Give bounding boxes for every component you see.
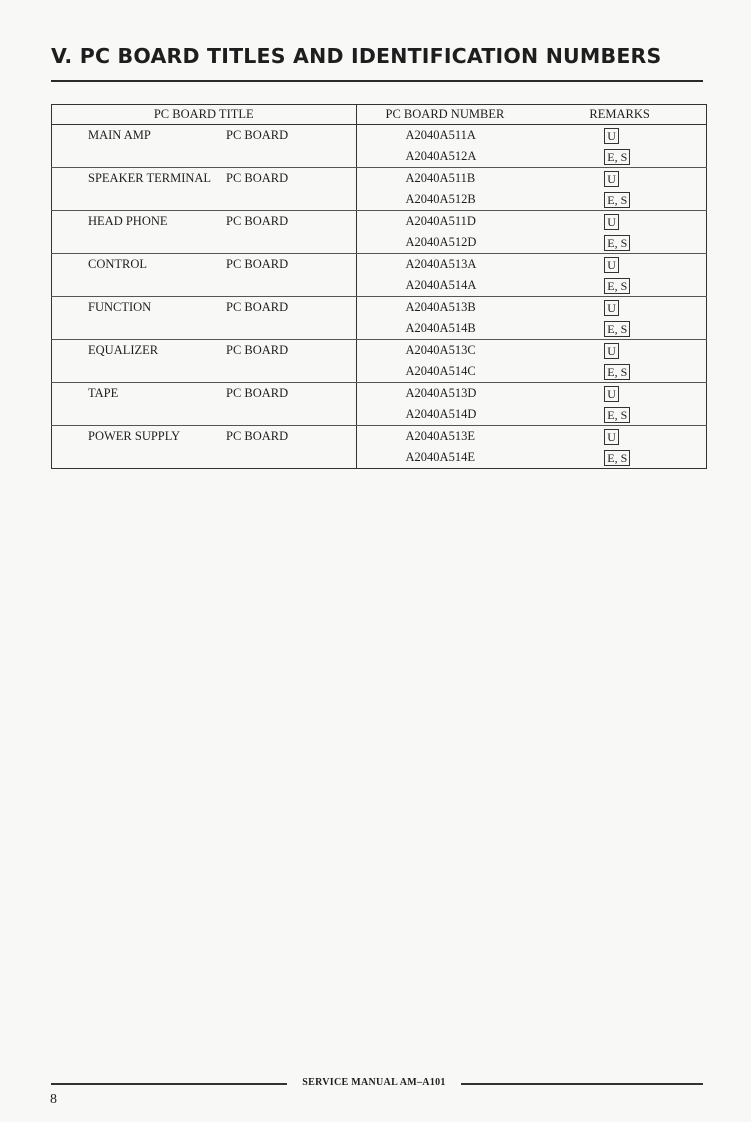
board-number: A2040A511D: [405, 214, 476, 228]
board-number: A2040A512D: [405, 235, 477, 249]
table-row: [52, 404, 707, 426]
remark-box: E, S: [604, 192, 630, 208]
board-title: MAIN AMP: [88, 128, 151, 142]
table-row: [52, 447, 707, 469]
title-rule: [51, 80, 703, 82]
remarks-cell: [533, 297, 706, 319]
board-number-cell: [356, 189, 533, 211]
board-title: FUNCTION: [88, 300, 152, 314]
table-row: [52, 340, 707, 362]
board-number: A2040A514C: [405, 364, 476, 378]
board-number-cell: [356, 275, 533, 297]
board-number-cell: [356, 168, 533, 190]
table-row: [52, 254, 707, 276]
board-label: PC BOARD: [226, 343, 289, 357]
remark-box: E, S: [604, 278, 630, 294]
board-number: A2040A512B: [405, 192, 476, 206]
board-title-cell: [52, 168, 357, 190]
remarks-cell: [533, 426, 706, 448]
board-number: A2040A514D: [405, 407, 477, 421]
board-label: PC BOARD: [226, 128, 289, 142]
board-number-cell: [356, 426, 533, 448]
board-title: HEAD PHONE: [88, 214, 168, 228]
table-header-row: [52, 105, 707, 125]
board-title-cell: [52, 232, 357, 254]
remarks-cell: [533, 168, 706, 190]
board-number-cell: [356, 146, 533, 168]
table-row: [52, 168, 707, 190]
board-number-cell: [356, 318, 533, 340]
board-label: PC BOARD: [226, 171, 289, 185]
remarks-cell: [533, 254, 706, 276]
board-title-cell: [52, 318, 357, 340]
remark-box: E, S: [604, 364, 630, 380]
header-pc-board-title: PC BOARD TITLE: [52, 105, 357, 125]
remarks-cell: [533, 318, 706, 340]
board-number: A2040A511A: [405, 128, 476, 142]
board-title-cell: [52, 275, 357, 297]
board-label: PC BOARD: [226, 429, 289, 443]
remark-box: U: [604, 429, 619, 445]
board-number-cell: [356, 361, 533, 383]
board-number: A2040A513C: [405, 343, 476, 357]
remarks-cell: [533, 275, 706, 297]
pc-board-table: [51, 104, 707, 469]
remarks-cell: [533, 189, 706, 211]
board-title: POWER SUPPLY: [88, 429, 181, 443]
board-number: A2040A512A: [405, 149, 477, 163]
remark-box: U: [604, 214, 619, 230]
board-title-cell: [52, 297, 357, 319]
board-label: PC BOARD: [226, 386, 289, 400]
board-title: EQUALIZER: [88, 343, 159, 357]
remarks-cell: [533, 447, 706, 469]
remark-box: E, S: [604, 321, 630, 337]
table-body: [52, 125, 707, 469]
table-row: [52, 361, 707, 383]
header-remarks: REMARKS: [533, 105, 706, 125]
board-label: PC BOARD: [226, 257, 289, 271]
header-pc-board-number: PC BOARD NUMBER: [356, 105, 533, 125]
board-number: A2040A513A: [405, 257, 477, 271]
board-title-cell: [52, 189, 357, 211]
board-title-cell: [52, 447, 357, 469]
remarks-cell: [533, 340, 706, 362]
board-title-cell: [52, 340, 357, 362]
table-row: [52, 189, 707, 211]
board-number: A2040A514B: [405, 321, 476, 335]
board-title-cell: [52, 254, 357, 276]
page-title: V. PC BOARD TITLES AND IDENTIFICATION NUMBERS: [51, 44, 662, 68]
board-title-cell: [52, 426, 357, 448]
remarks-cell: [533, 361, 706, 383]
board-title-cell: [52, 404, 357, 426]
remark-box: U: [604, 386, 619, 402]
remark-box: U: [604, 128, 619, 144]
table-row: [52, 125, 707, 147]
board-number: A2040A514A: [405, 278, 477, 292]
remark-box: U: [604, 300, 619, 316]
board-number: A2040A513D: [405, 386, 477, 400]
board-title: SPEAKER TERMINAL: [88, 171, 212, 185]
footer-rule-right: [461, 1083, 703, 1085]
remark-box: E, S: [604, 149, 630, 165]
remark-box: E, S: [604, 407, 630, 423]
board-number-cell: [356, 125, 533, 147]
remarks-cell: [533, 125, 706, 147]
board-title-cell: [52, 146, 357, 168]
table-row: [52, 318, 707, 340]
board-label: PC BOARD: [226, 214, 289, 228]
remark-box: E, S: [604, 450, 630, 466]
board-number-cell: [356, 211, 533, 233]
footer-rule-left: [51, 1083, 287, 1085]
remarks-cell: [533, 383, 706, 405]
remark-box: U: [604, 257, 619, 273]
remarks-cell: [533, 404, 706, 426]
remark-box: U: [604, 343, 619, 359]
footer-text: SERVICE MANUAL AM–A101: [302, 1077, 446, 1088]
table-row: [52, 211, 707, 233]
board-number-cell: [356, 447, 533, 469]
table-row: [52, 275, 707, 297]
page-number: 8: [50, 1092, 57, 1107]
board-title: CONTROL: [88, 257, 148, 271]
remarks-cell: [533, 146, 706, 168]
board-title-cell: [52, 125, 357, 147]
table-row: [52, 383, 707, 405]
board-title-cell: [52, 383, 357, 405]
board-number-cell: [356, 340, 533, 362]
table-row: [52, 426, 707, 448]
remark-box: E, S: [604, 235, 630, 251]
board-label: PC BOARD: [226, 300, 289, 314]
board-title: TAPE: [88, 386, 119, 400]
remarks-cell: [533, 232, 706, 254]
table-row: [52, 297, 707, 319]
board-number: A2040A513B: [405, 300, 476, 314]
board-number-cell: [356, 297, 533, 319]
board-number: A2040A514E: [405, 450, 475, 464]
board-number-cell: [356, 404, 533, 426]
board-number-cell: [356, 254, 533, 276]
board-number: A2040A513E: [405, 429, 475, 443]
table-row: [52, 146, 707, 168]
table-row: [52, 232, 707, 254]
board-title-cell: [52, 211, 357, 233]
board-number: A2040A511B: [405, 171, 476, 185]
board-number-cell: [356, 383, 533, 405]
board-number-cell: [356, 232, 533, 254]
remark-box: U: [604, 171, 619, 187]
board-title-cell: [52, 361, 357, 383]
remarks-cell: [533, 211, 706, 233]
